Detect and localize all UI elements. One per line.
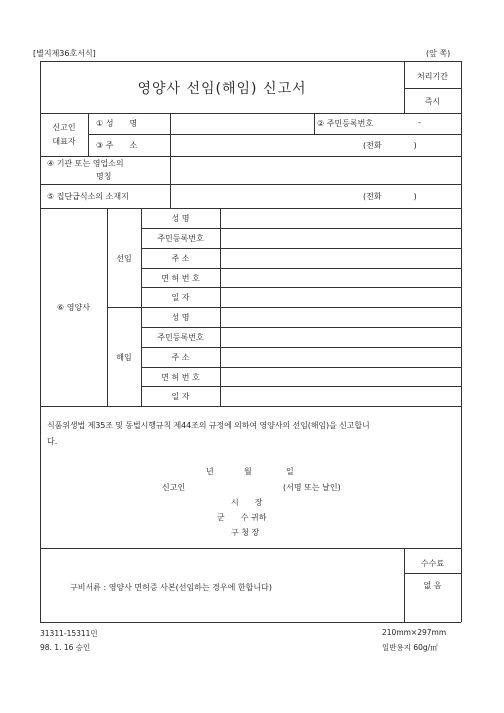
form-label: [별지제36호서식] <box>33 49 96 58</box>
dismiss-field-rrn: 주민등록번호 <box>157 333 204 342</box>
reporter-rrn-label: ② 주민등록번호 <box>317 119 374 128</box>
appoint-field-license: 면 허 번 호 <box>161 274 200 283</box>
processing-period-value: 즉시 <box>424 97 441 106</box>
signature-label: (서명 또는 날인) <box>283 483 341 492</box>
paper-type: 일반용지 60g/㎡ <box>382 643 438 652</box>
approval-date: 98. 1. 16 승인 <box>40 643 91 652</box>
appoint-field-name: 성 명 <box>171 214 190 223</box>
appoint-field-date: 일 자 <box>171 293 190 302</box>
appoint-field-rrn: 주민등록번호 <box>157 234 204 243</box>
addressee-mayor: 시 장 <box>231 498 263 507</box>
date-year: 년 <box>206 467 214 476</box>
form-title: 영양사 선임(해임) 신고서 <box>137 81 307 97</box>
reporter-name-label: ① 성 명 <box>96 119 138 128</box>
reporter-phone-label: (전화 ) <box>363 141 417 150</box>
page-side: (앞 쪽) <box>426 49 451 58</box>
dismiss-field-address: 주 소 <box>171 353 190 362</box>
institution-label-line2: 명칭 <box>96 172 112 181</box>
reporter-rrn-value: - <box>418 118 421 127</box>
fee-value: 없 음 <box>423 581 442 590</box>
facility-phone-label: (전화 ) <box>363 192 417 201</box>
declaration-text: 식품위생법 제35조 및 동법시행규칙 제44조의 규정에 의하여 영양사의 선임(해임)을 신고합니 <box>47 421 370 430</box>
dismiss-field-date: 일 자 <box>171 392 190 401</box>
facility-location-label: ⑤ 집단급식소의 소재지 <box>47 192 129 201</box>
declaration-reporter-label: 신고인 <box>162 483 186 492</box>
appoint-field-address: 주 소 <box>171 254 190 263</box>
dismiss-label: 해임 <box>116 353 132 362</box>
reporter-address-label: ③ 주 소 <box>96 141 138 150</box>
required-documents: 구비서류 : 영양사 면허증 사본(선임하는 경우에 한합니다) <box>70 583 272 592</box>
addressee-county: 군 수 귀하 <box>217 513 267 522</box>
institution-label: ④ 기관 또는 영업소의 <box>47 159 124 168</box>
dietitian-label: ⑥ 영양사 <box>57 303 90 312</box>
representative-label: 대표자 <box>52 137 76 146</box>
dismiss-field-name: 성 명 <box>171 313 190 322</box>
paper-size: 210mm×297mm <box>382 628 447 637</box>
reporter-label: 신고인 <box>52 123 76 132</box>
declaration-text-line2: 다. <box>47 437 58 446</box>
form-code: 31311-15311민 <box>40 629 98 638</box>
appoint-label: 선임 <box>116 254 132 263</box>
dismiss-field-license: 면 허 번 호 <box>161 373 200 382</box>
date-day: 일 <box>286 467 294 476</box>
date-month: 월 <box>244 467 252 476</box>
fee-label: 수수료 <box>420 559 445 568</box>
addressee-district: 구 청 장 <box>231 528 260 537</box>
processing-period-label: 처리기간 <box>417 72 448 81</box>
